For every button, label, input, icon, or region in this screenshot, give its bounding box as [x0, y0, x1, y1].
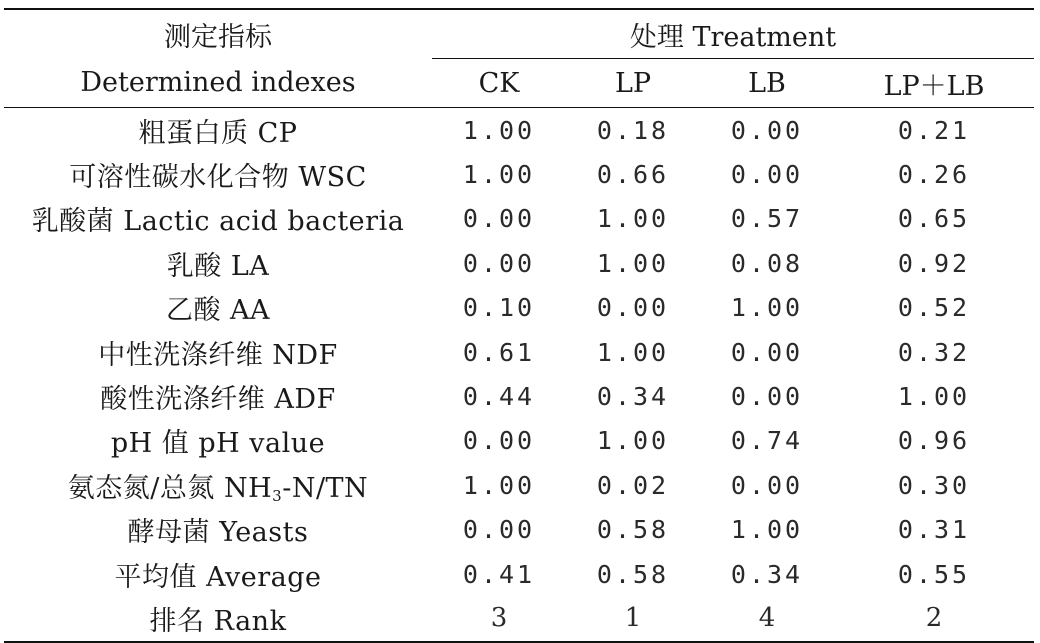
cell-value: 1.00 [596, 337, 670, 367]
cell-value: 0.65 [897, 204, 971, 234]
rank-value: 3 [432, 596, 566, 641]
cell-value: 0.34 [730, 559, 804, 589]
row-label: 乙酸 AA [165, 295, 271, 327]
cell-value: 0.34 [596, 382, 670, 412]
column-header-lp: LP [566, 59, 700, 108]
cell-value: 0.00 [730, 470, 804, 500]
table-row [4, 419, 1034, 463]
row-label: 粗蛋白质 CP [138, 117, 298, 149]
row-label: pH 值 pH value [110, 428, 326, 460]
index-header-en: Determined indexes [4, 59, 432, 108]
row-label: 氨态氮/总氮 $NH_3-N/TN$ [67, 472, 369, 505]
rank-label: 排名 Rank [4, 596, 432, 641]
subscript: 3 [272, 486, 283, 505]
row-label: 可溶性碳水化合物 WSC [69, 162, 367, 194]
cell-value: 0.74 [730, 426, 804, 456]
cell-value: 0.00 [730, 115, 804, 145]
row-label: 中性洗涤纤维 NDF [98, 339, 338, 371]
cell-value: 1.00 [596, 426, 670, 456]
table-row [4, 241, 1034, 285]
row-label: 乳酸 LA [166, 250, 270, 282]
cell-value: 0.08 [730, 248, 804, 278]
cell-value: 0.66 [596, 160, 670, 190]
cell-value: 0.55 [897, 559, 971, 589]
cell-value: 0.21 [897, 115, 971, 145]
cell-value: 0.00 [730, 337, 804, 367]
row-label: 乳酸菌 Lactic acid bacteria [31, 206, 405, 238]
row-label: 平均值 Average [114, 561, 322, 593]
cell-value: 1.00 [897, 382, 971, 412]
rank-value: 2 [834, 596, 1034, 641]
rank-value: 4 [700, 596, 834, 641]
cell-value: 0.57 [730, 204, 804, 234]
cell-value: 0.00 [730, 382, 804, 412]
cell-value: 0.44 [462, 382, 536, 412]
cell-value: 0.00 [462, 515, 536, 545]
cell-value: 1.00 [596, 248, 670, 278]
cell-value: 0.00 [462, 426, 536, 456]
cell-value: 0.00 [462, 248, 536, 278]
cell-value: 0.96 [897, 426, 971, 456]
cell-value: 0.30 [897, 470, 971, 500]
table-row [4, 108, 1034, 153]
row-label: 酸性洗涤纤维 ADF [100, 384, 336, 416]
cell-value: 0.58 [596, 515, 670, 545]
rank-value: 1 [566, 596, 700, 641]
cell-value: 0.31 [897, 515, 971, 545]
cell-value: 0.26 [897, 160, 971, 190]
table-header [4, 9, 1034, 108]
results-table [4, 8, 1034, 643]
table-row [4, 197, 1034, 241]
table-body [4, 108, 1034, 642]
cell-value: 0.61 [462, 337, 536, 367]
table-row [4, 286, 1034, 330]
cell-value: 0.00 [596, 293, 670, 323]
table-row [4, 330, 1034, 374]
row-label: 酵母菌 Yeasts [127, 517, 309, 549]
table-row [4, 508, 1034, 552]
cell-value: 1.00 [462, 160, 536, 190]
cell-value: 1.00 [730, 515, 804, 545]
table-row [4, 374, 1034, 418]
cell-value: 0.58 [596, 559, 670, 589]
cell-value: 1.00 [462, 115, 536, 145]
table-row [4, 463, 1034, 507]
cell-value: 1.00 [730, 293, 804, 323]
column-header-ck: CK [432, 59, 566, 108]
table-row [4, 152, 1034, 196]
cell-value: 0.18 [596, 115, 670, 145]
table-row [4, 552, 1034, 596]
cell-value: 1.00 [596, 204, 670, 234]
cell-value: 0.00 [730, 160, 804, 190]
cell-value: 0.32 [897, 337, 971, 367]
index-header-cn: 测定指标 [4, 9, 432, 59]
cell-value: 0.10 [462, 293, 536, 323]
cell-value: 0.92 [897, 248, 971, 278]
cell-value: 1.00 [462, 470, 536, 500]
cell-value: 0.00 [462, 204, 536, 234]
cell-value: 0.02 [596, 470, 670, 500]
cell-value: 0.41 [462, 559, 536, 589]
rank-row [4, 596, 1034, 641]
column-header-lb: LB [700, 59, 834, 108]
column-header-lp-lb: LP＋LB [834, 59, 1034, 108]
treatment-header: 处理 Treatment [432, 9, 1034, 59]
cell-value: 0.52 [897, 293, 971, 323]
